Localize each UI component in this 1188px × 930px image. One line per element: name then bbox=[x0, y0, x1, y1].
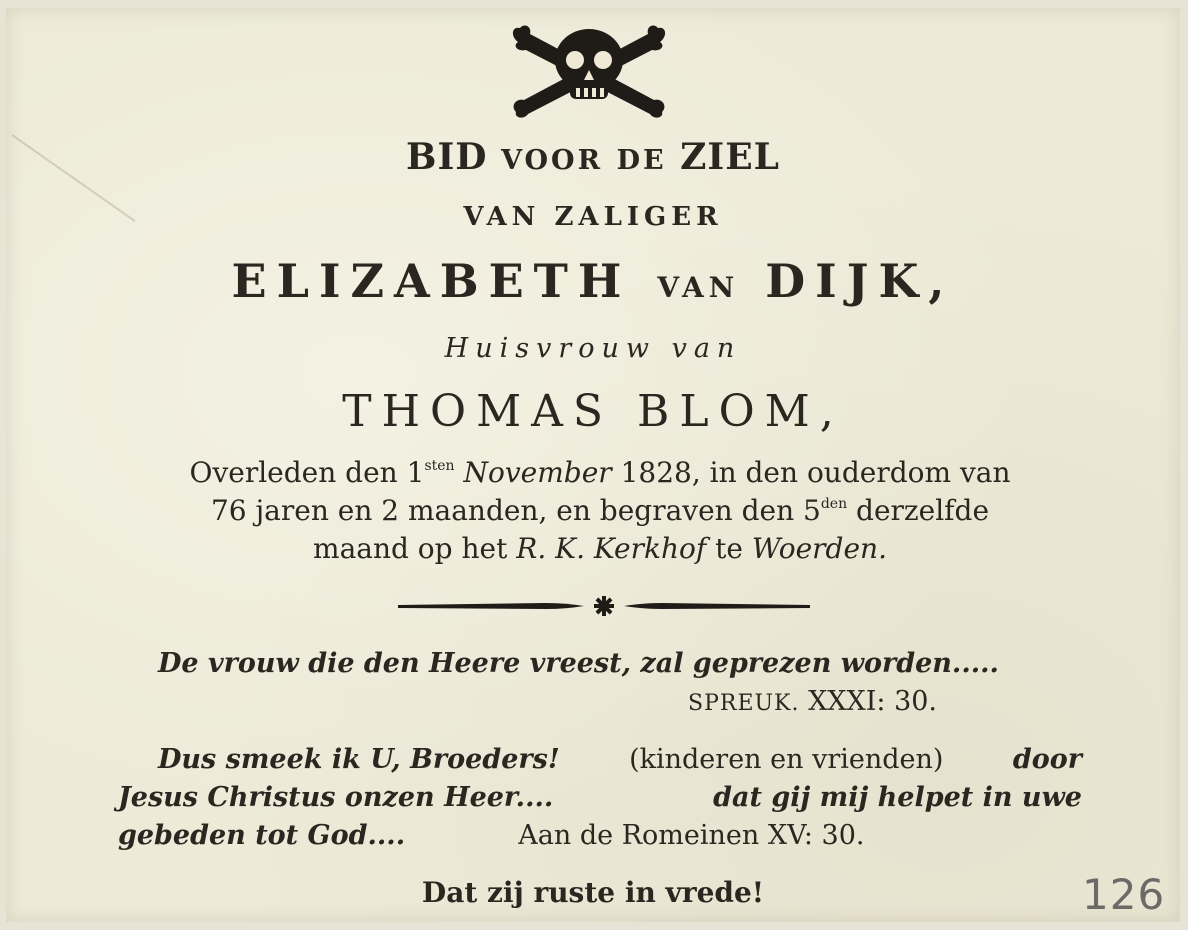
ordinal-suffix: sten bbox=[424, 458, 455, 474]
deceased-first-name: ELIZABETH bbox=[231, 254, 632, 308]
death-notice-text: te bbox=[715, 532, 743, 565]
subtitle: VAN ZALIGER bbox=[463, 202, 723, 232]
title-word-bid: BID bbox=[406, 136, 488, 178]
deceased-name-particle: VAN bbox=[657, 271, 740, 304]
skull-and-crossbones-icon bbox=[504, 22, 674, 118]
cemetery-name: R. K. Kerkhof bbox=[516, 532, 707, 565]
prayer-quote-line-3 bbox=[118, 820, 1082, 851]
husband-name: THOMAS BLOM, bbox=[342, 386, 844, 437]
closing-blessing: Dat zij ruste in vrede! bbox=[421, 876, 765, 909]
town-name: Woerden. bbox=[751, 532, 887, 565]
death-notice-line-2 bbox=[116, 492, 1084, 530]
reference-book: SPREUK. bbox=[688, 691, 800, 716]
proverb-quote: De vrouw die den Heere vreest, zal geprezen worden..... bbox=[158, 648, 999, 679]
death-notice-text: Overleden den 1 bbox=[189, 456, 425, 489]
ordinal-suffix: den bbox=[820, 496, 848, 512]
prayer-quote-text: door bbox=[1012, 744, 1082, 775]
prayer-quote-line-1 bbox=[158, 744, 1082, 775]
prayer-quote-text: Jesus Christus onzen Heer.... bbox=[118, 782, 554, 813]
relation-line: Huisvrouw van bbox=[444, 333, 742, 364]
pencil-inventory-number: 126 bbox=[1082, 870, 1166, 919]
title-word-voor: VOOR bbox=[501, 145, 604, 176]
death-notice-text: 1828, in den ouderdom van bbox=[620, 456, 1011, 489]
title-word-ziel: ZIEL bbox=[680, 136, 780, 178]
prayer-reference: Aan de Romeinen XV: 30. bbox=[518, 820, 865, 851]
memorial-card bbox=[6, 8, 1180, 922]
death-notice-text: derzelfde bbox=[856, 494, 990, 527]
death-notice-line-3 bbox=[116, 530, 1084, 568]
ornamental-divider bbox=[396, 591, 812, 621]
prayer-quote-text: Dus smeek ik U, Broeders! bbox=[158, 744, 560, 775]
prayer-quote-text: gebeden tot God.... bbox=[118, 820, 406, 851]
prayer-quote-line-2 bbox=[118, 782, 1082, 813]
reference-verse: XXXI: 30. bbox=[808, 686, 938, 717]
title-word-de: DE bbox=[616, 145, 667, 176]
proverb-reference bbox=[688, 686, 937, 717]
death-notice-paragraph bbox=[116, 454, 1084, 568]
deceased-name bbox=[6, 254, 1180, 308]
title bbox=[6, 136, 1180, 178]
death-notice-text: maand op het bbox=[313, 532, 508, 565]
death-notice-text: 76 jaren en 2 maanden, en begraven den 5 bbox=[210, 494, 821, 527]
prayer-quote-text: dat gij mij helpet in uwe bbox=[713, 782, 1082, 813]
prayer-quote-parenthetical: (kinderen en vrienden) bbox=[629, 744, 944, 775]
death-notice-line-1 bbox=[116, 454, 1084, 492]
deceased-last-name: DIJK, bbox=[765, 254, 955, 308]
death-month: November bbox=[463, 456, 612, 489]
